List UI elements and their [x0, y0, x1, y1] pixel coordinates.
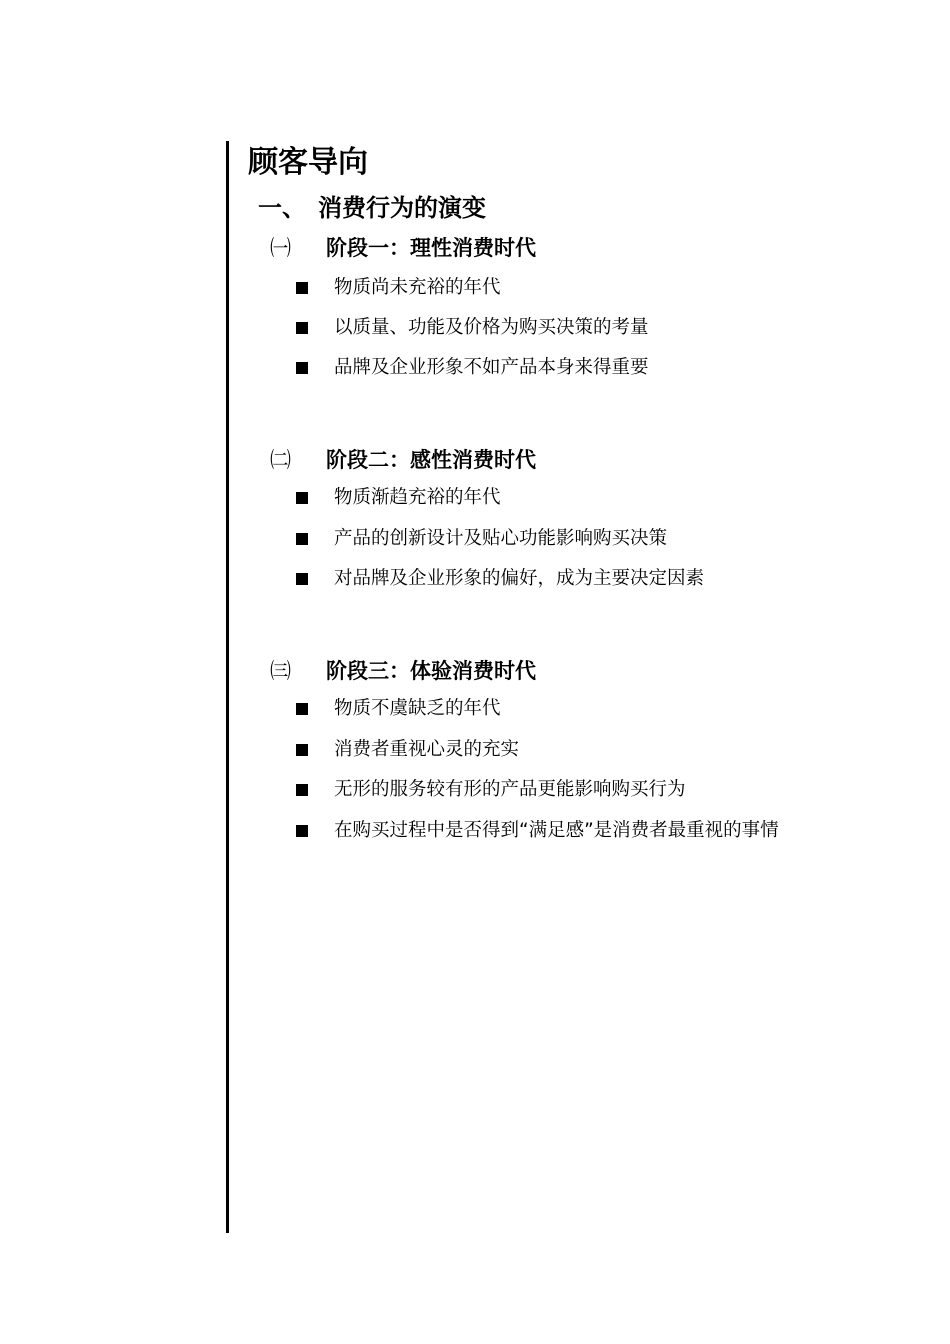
square-bullet-icon [296, 533, 308, 545]
list-item-text: 无形的服务较有形的产品更能影响购买行为 [334, 779, 686, 800]
square-bullet-icon [296, 362, 308, 374]
margin-rule [226, 141, 229, 1233]
list-item-text: 物质渐趋充裕的年代 [334, 487, 501, 508]
list-item-text: 消费者重视心灵的充实 [334, 739, 520, 760]
list-item [296, 308, 869, 348]
list-item [296, 811, 869, 851]
stage-heading-2 [270, 444, 536, 476]
stage-heading-3 [270, 655, 536, 687]
stage-heading-text: 阶段一：理性消费时代 [326, 236, 536, 260]
list-item-text: 对品牌及企业形象的偏好，成为主要决定因素 [334, 568, 705, 589]
list-item-text: 物质不虞缺乏的年代 [334, 698, 501, 719]
list-item [296, 519, 869, 559]
stage-heading-1 [270, 232, 536, 264]
square-bullet-icon [296, 322, 308, 334]
section-number: 一、 [258, 194, 306, 222]
section-heading-text: 消费行为的演变 [318, 194, 486, 222]
list-item [296, 268, 869, 308]
list-item [296, 770, 869, 810]
stage-heading-text: 阶段二：感性消费时代 [326, 448, 536, 472]
list-item [296, 478, 869, 518]
document-title: 顾客导向 [248, 145, 368, 180]
square-bullet-icon [296, 573, 308, 585]
square-bullet-icon [296, 282, 308, 294]
square-bullet-icon [296, 703, 308, 715]
list-item [296, 559, 869, 599]
list-item-text: 在购买过程中是否得到“满足感”是消费者最重视的事情 [334, 820, 779, 841]
square-bullet-icon [296, 825, 308, 837]
square-bullet-icon [296, 784, 308, 796]
square-bullet-icon [296, 492, 308, 504]
list-item-text: 品牌及企业形象不如产品本身来得重要 [334, 357, 649, 378]
list-item [296, 730, 869, 770]
section-heading [258, 190, 486, 226]
list-item-text: 物质尚未充裕的年代 [334, 277, 501, 298]
stage-number: ㈠ [270, 236, 291, 260]
list-item-text: 以质量、功能及价格为购买决策的考量 [334, 317, 649, 338]
square-bullet-icon [296, 744, 308, 756]
stage-heading-text: 阶段三：体验消费时代 [326, 659, 536, 683]
stage-number: ㈡ [270, 448, 291, 472]
stage-number: ㈢ [270, 659, 291, 683]
list-item [296, 348, 869, 388]
list-item [296, 689, 869, 729]
list-item-text: 产品的创新设计及贴心功能影响购买决策 [334, 528, 668, 549]
